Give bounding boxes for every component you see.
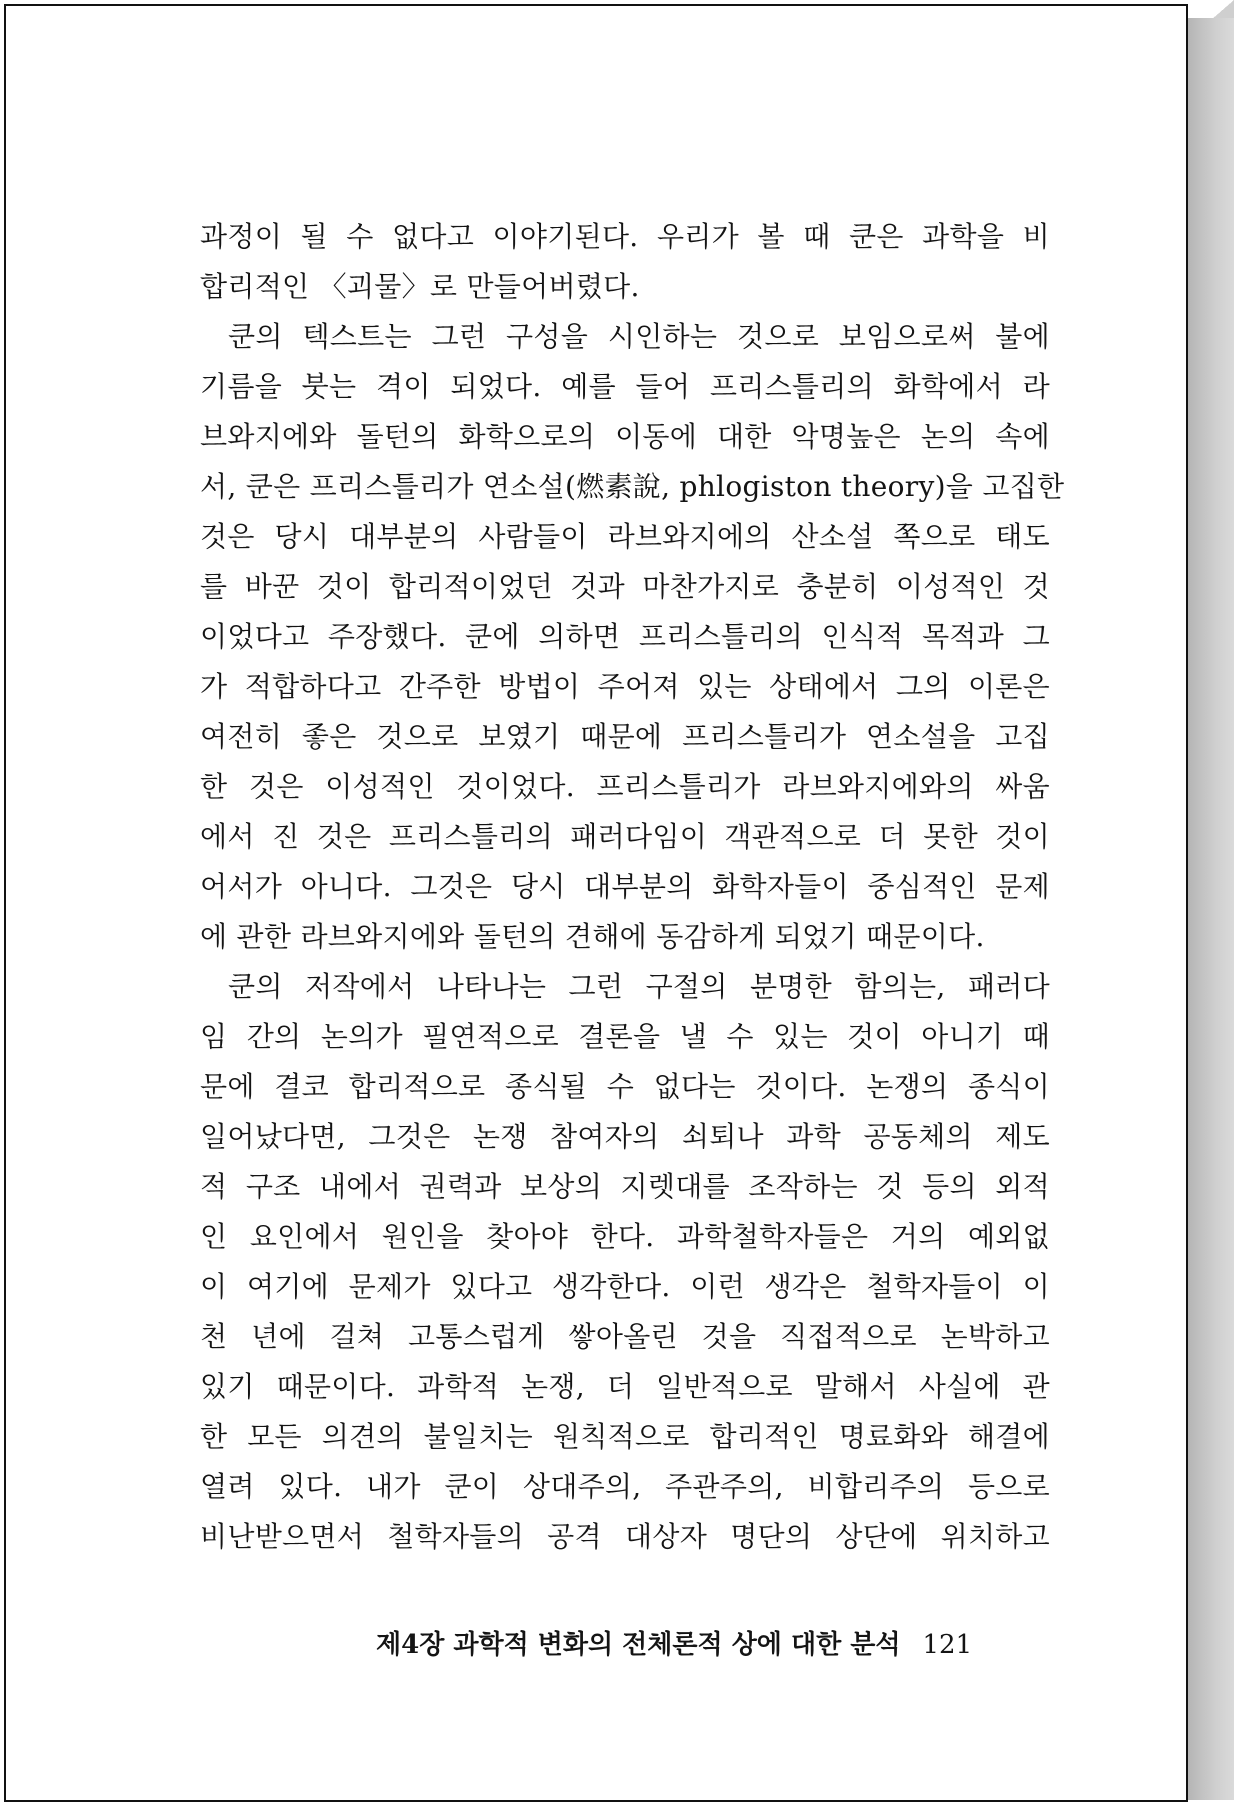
page-edge-shadow [1188, 18, 1234, 1800]
text-line: 합리적인 〈괴물〉로 만들어버렸다. [200, 270, 640, 303]
text-line: 여전히 좋은 것으로 보였기 때문에 프리스틀리가 연소설을 고집 [200, 720, 1050, 753]
running-footer [376, 1624, 1016, 1661]
text-line: 과정이 될 수 없다고 이야기된다. 우리가 볼 때 쿤은 과학을 비 [200, 220, 1050, 253]
text-line: 한 것은 이성적인 것이었다. 프리스틀리가 라브와지에와의 싸움 [200, 770, 1050, 803]
text-line: 이 여기에 문제가 있다고 생각한다. 이런 생각은 철학자들이 이 [200, 1270, 1050, 1303]
book-page [4, 4, 1188, 1802]
text-line: 한 모든 의견의 불일치는 원칙적으로 합리적인 명료화와 해결에 [200, 1420, 1050, 1453]
text-line: 일어났다면, 그것은 논쟁 참여자의 쇠퇴나 과학 공동체의 제도 [200, 1120, 1050, 1153]
text-line: 에서 진 것은 프리스틀리의 패러다임이 객관적으로 더 못한 것이 [200, 820, 1050, 853]
text-line: 비난받으면서 철학자들의 공격 대상자 명단의 상단에 위치하고 [200, 1520, 1050, 1553]
text-line: 이었다고 주장했다. 쿤에 의하면 프리스틀리의 인식적 목적과 그 [200, 620, 1050, 653]
text-line: 적 구조 내에서 권력과 보상의 지렛대를 조작하는 것 등의 외적 [200, 1170, 1050, 1203]
text-line: 있기 때문이다. 과학적 논쟁, 더 일반적으로 말해서 사실에 관 [200, 1370, 1050, 1403]
text-line: 서, 쿤은 프리스틀리가 연소설(燃素說, phlogiston theory)을 고집한 [200, 470, 1065, 503]
text-line: 가 적합하다고 간주한 방법이 주어져 있는 상태에서 그의 이론은 [200, 670, 1050, 703]
chapter-title: 제4장 과학적 변화의 전체론적 상에 대한 분석 [376, 1630, 901, 1660]
text-line: 에 관한 라브와지에와 돌턴의 견해에 동감하게 되었기 때문이다. [200, 920, 985, 953]
text-line: 문에 결코 합리적으로 종식될 수 없다는 것이다. 논쟁의 종식이 [200, 1070, 1050, 1103]
text-line: 열려 있다. 내가 쿤이 상대주의, 주관주의, 비합리주의 등으로 [200, 1470, 1050, 1503]
text-line: 어서가 아니다. 그것은 당시 대부분의 화학자들이 중심적인 문제 [200, 870, 1050, 903]
text-line: 브와지에와 돌턴의 화학으로의 이동에 대한 악명높은 논의 속에 [200, 420, 1050, 453]
text-line: 것은 당시 대부분의 사람들이 라브와지에의 산소설 쪽으로 태도 [200, 520, 1050, 553]
text-line: 천 년에 걸쳐 고통스럽게 쌓아올린 것을 직접적으로 논박하고 [200, 1320, 1050, 1353]
text-line: 쿤의 텍스트는 그런 구성을 시인하는 것으로 보임으로써 불에 [228, 320, 1050, 353]
text-line: 인 요인에서 원인을 찾아야 한다. 과학철학자들은 거의 예외없 [200, 1220, 1050, 1253]
page-number: 121 [922, 1630, 973, 1660]
text-line: 를 바꾼 것이 합리적이었던 것과 마찬가지로 충분히 이성적인 것 [200, 570, 1050, 603]
body-text [200, 212, 1065, 1562]
text-line: 임 간의 논의가 필연적으로 결론을 낼 수 있는 것이 아니기 때 [200, 1020, 1050, 1053]
text-line: 기름을 붓는 격이 되었다. 예를 들어 프리스틀리의 화학에서 라 [200, 370, 1050, 403]
text-line: 쿤의 저작에서 나타나는 그런 구절의 분명한 함의는, 패러다 [228, 970, 1050, 1003]
